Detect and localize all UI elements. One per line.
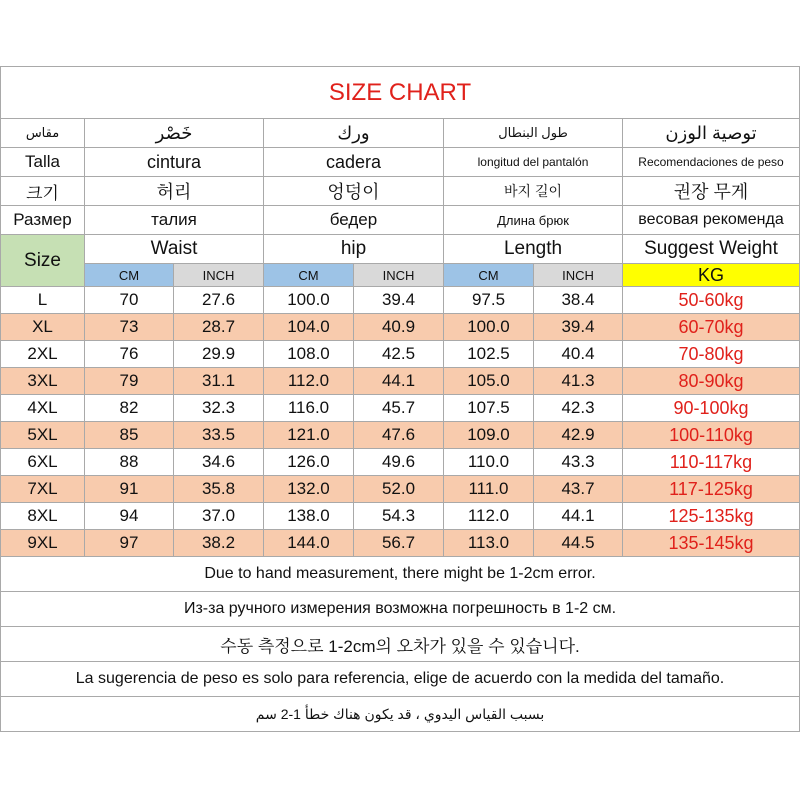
waist-cm-cell: 85	[85, 422, 174, 449]
size-header-russian: Размер	[1, 206, 85, 235]
hip-cm-cell: 121.0	[264, 422, 354, 449]
weight-cell: 60-70kg	[623, 314, 800, 341]
size-cell: L	[1, 287, 85, 314]
length-cm-cell: 111.0	[444, 476, 534, 503]
length-header-russian: Длина брюк	[444, 206, 623, 235]
length-inch-cell: 40.4	[534, 341, 623, 368]
hip-inch-cell: 42.5	[354, 341, 444, 368]
weight-cell: 70-80kg	[623, 341, 800, 368]
waist-inch-cell: 34.6	[174, 449, 264, 476]
hip-inch-cell: 44.1	[354, 368, 444, 395]
hip-cm-cell: 144.0	[264, 530, 354, 557]
hip-cm-cell: 100.0	[264, 287, 354, 314]
length-inch-cell: 44.1	[534, 503, 623, 530]
size-cell: 5XL	[1, 422, 85, 449]
hip-unit-cm: CM	[264, 264, 354, 287]
note-row-korean	[1, 627, 800, 662]
note-row-russian	[1, 592, 800, 627]
waist-inch-cell: 37.0	[174, 503, 264, 530]
length-cm-cell: 113.0	[444, 530, 534, 557]
size-header-arabic: مقاس	[1, 119, 85, 148]
weight-unit-kg: KG	[623, 264, 800, 287]
length-inch-cell: 38.4	[534, 287, 623, 314]
hip-header-russian: бедер	[264, 206, 444, 235]
length-inch-cell: 39.4	[534, 314, 623, 341]
length-inch-cell: 42.3	[534, 395, 623, 422]
waist-inch-cell: 31.1	[174, 368, 264, 395]
size-cell: 4XL	[1, 395, 85, 422]
note-arabic: بسبب القياس اليدوي ، قد يكون هناك خطأ 1-2 سم	[1, 697, 800, 732]
hip-cm-cell: 108.0	[264, 341, 354, 368]
weight-header-spanish: Recomendaciones de peso	[623, 148, 800, 177]
header-row-arabic	[1, 119, 800, 148]
hip-header-english: hip	[264, 235, 444, 264]
hip-header-arabic: ورك	[264, 119, 444, 148]
hip-cm-cell: 112.0	[264, 368, 354, 395]
hip-inch-cell: 54.3	[354, 503, 444, 530]
waist-cm-cell: 82	[85, 395, 174, 422]
hip-cm-cell: 126.0	[264, 449, 354, 476]
weight-header-korean: 권장 무게	[623, 177, 800, 206]
waist-cm-cell: 94	[85, 503, 174, 530]
hip-inch-cell: 56.7	[354, 530, 444, 557]
weight-cell: 135-145kg	[623, 530, 800, 557]
size-cell: 7XL	[1, 476, 85, 503]
note-row-spanish	[1, 662, 800, 697]
hip-inch-cell: 40.9	[354, 314, 444, 341]
note-korean: 수동 측정으로 1-2cm의 오차가 있을 수 있습니다.	[1, 627, 800, 662]
size-header-english: Size	[1, 235, 85, 287]
waist-cm-cell: 97	[85, 530, 174, 557]
waist-inch-cell: 38.2	[174, 530, 264, 557]
weight-header-arabic: توصية الوزن	[623, 119, 800, 148]
length-header-spanish: longitud del pantalón	[444, 148, 623, 177]
table-row	[1, 341, 800, 368]
length-unit-inch: INCH	[534, 264, 623, 287]
table-row	[1, 530, 800, 557]
hip-inch-cell: 39.4	[354, 287, 444, 314]
waist-inch-cell: 27.6	[174, 287, 264, 314]
size-cell: XL	[1, 314, 85, 341]
header-row-english	[1, 235, 800, 264]
length-header-english: Length	[444, 235, 623, 264]
length-header-arabic: طول البنطال	[444, 119, 623, 148]
hip-inch-cell: 45.7	[354, 395, 444, 422]
length-unit-cm: CM	[444, 264, 534, 287]
weight-cell: 80-90kg	[623, 368, 800, 395]
size-cell: 6XL	[1, 449, 85, 476]
header-row-spanish	[1, 148, 800, 177]
weight-cell: 100-110kg	[623, 422, 800, 449]
waist-inch-cell: 32.3	[174, 395, 264, 422]
header-row-russian	[1, 206, 800, 235]
length-cm-cell: 107.5	[444, 395, 534, 422]
table-row	[1, 368, 800, 395]
hip-header-spanish: cadera	[264, 148, 444, 177]
waist-unit-cm: CM	[85, 264, 174, 287]
waist-header-english: Waist	[85, 235, 264, 264]
size-header-korean: 크기	[1, 177, 85, 206]
weight-header-english: Suggest Weight	[623, 235, 800, 264]
waist-inch-cell: 33.5	[174, 422, 264, 449]
length-inch-cell: 44.5	[534, 530, 623, 557]
note-russian: Из-за ручного измерения возможна погрешность в 1-2 см.	[1, 592, 800, 627]
table-row	[1, 476, 800, 503]
length-inch-cell: 41.3	[534, 368, 623, 395]
table-row	[1, 422, 800, 449]
hip-inch-cell: 49.6	[354, 449, 444, 476]
hip-header-korean: 엉덩이	[264, 177, 444, 206]
hip-cm-cell: 116.0	[264, 395, 354, 422]
length-cm-cell: 109.0	[444, 422, 534, 449]
waist-cm-cell: 91	[85, 476, 174, 503]
weight-header-russian: весовая рекоменда	[623, 206, 800, 235]
waist-header-russian: талия	[85, 206, 264, 235]
waist-cm-cell: 79	[85, 368, 174, 395]
length-cm-cell: 97.5	[444, 287, 534, 314]
chart-title: SIZE CHART	[1, 67, 800, 119]
table-row	[1, 287, 800, 314]
waist-cm-cell: 70	[85, 287, 174, 314]
table-row	[1, 395, 800, 422]
size-header-spanish: Talla	[1, 148, 85, 177]
waist-header-arabic: خَصْر	[85, 119, 264, 148]
waist-header-korean: 허리	[85, 177, 264, 206]
waist-inch-cell: 29.9	[174, 341, 264, 368]
waist-unit-inch: INCH	[174, 264, 264, 287]
length-cm-cell: 110.0	[444, 449, 534, 476]
weight-cell: 50-60kg	[623, 287, 800, 314]
table-row	[1, 449, 800, 476]
waist-inch-cell: 28.7	[174, 314, 264, 341]
size-cell: 9XL	[1, 530, 85, 557]
note-spanish: La sugerencia de peso es solo para referencia, elige de acuerdo con la medida del tamaño.	[1, 662, 800, 697]
length-inch-cell: 43.7	[534, 476, 623, 503]
waist-inch-cell: 35.8	[174, 476, 264, 503]
length-cm-cell: 102.5	[444, 341, 534, 368]
header-row-korean	[1, 177, 800, 206]
length-cm-cell: 112.0	[444, 503, 534, 530]
weight-cell: 117-125kg	[623, 476, 800, 503]
weight-cell: 90-100kg	[623, 395, 800, 422]
weight-cell: 125-135kg	[623, 503, 800, 530]
hip-cm-cell: 138.0	[264, 503, 354, 530]
length-inch-cell: 42.9	[534, 422, 623, 449]
hip-inch-cell: 52.0	[354, 476, 444, 503]
waist-header-spanish: cintura	[85, 148, 264, 177]
size-cell: 8XL	[1, 503, 85, 530]
size-cell: 3XL	[1, 368, 85, 395]
waist-cm-cell: 73	[85, 314, 174, 341]
hip-cm-cell: 104.0	[264, 314, 354, 341]
hip-inch-cell: 47.6	[354, 422, 444, 449]
waist-cm-cell: 76	[85, 341, 174, 368]
length-header-korean: 바지 길이	[444, 177, 623, 206]
length-inch-cell: 43.3	[534, 449, 623, 476]
note-row-english	[1, 557, 800, 592]
length-cm-cell: 100.0	[444, 314, 534, 341]
hip-cm-cell: 132.0	[264, 476, 354, 503]
table-row	[1, 314, 800, 341]
size-chart-table	[0, 66, 800, 732]
hip-unit-inch: INCH	[354, 264, 444, 287]
weight-cell: 110-117kg	[623, 449, 800, 476]
unit-row	[1, 264, 800, 287]
size-cell: 2XL	[1, 341, 85, 368]
table-row	[1, 503, 800, 530]
length-cm-cell: 105.0	[444, 368, 534, 395]
waist-cm-cell: 88	[85, 449, 174, 476]
note-row-arabic	[1, 697, 800, 732]
note-english: Due to hand measurement, there might be 1-2cm error.	[1, 557, 800, 592]
